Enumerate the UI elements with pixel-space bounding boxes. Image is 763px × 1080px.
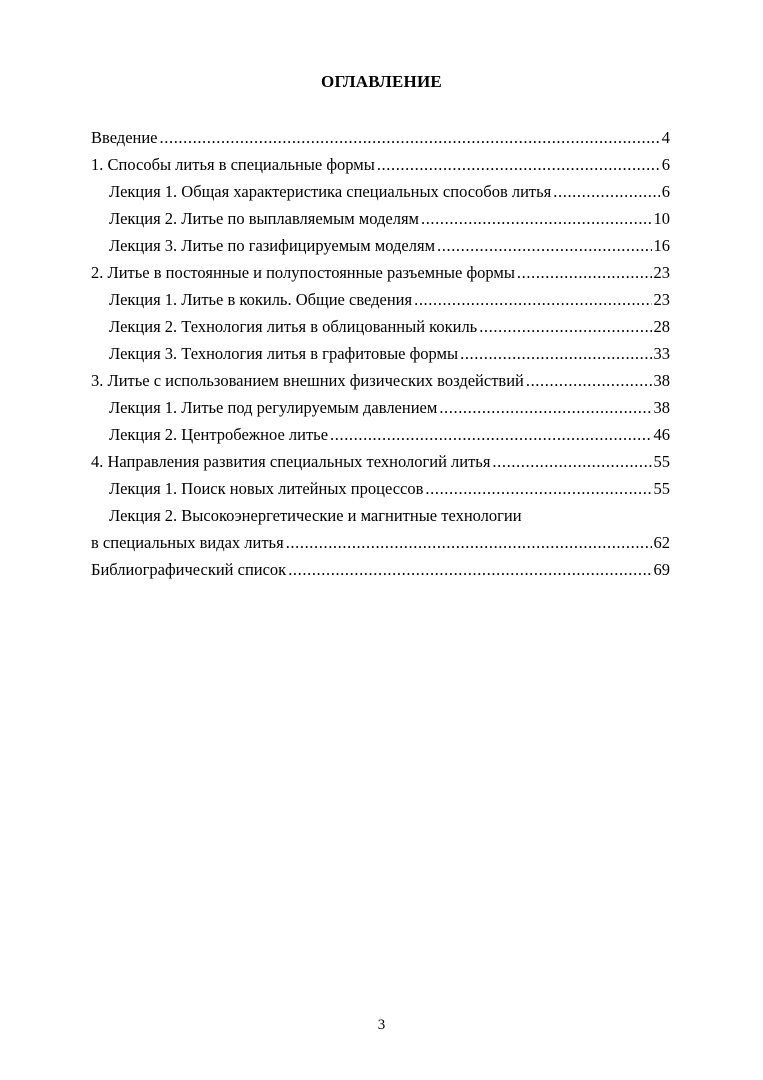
toc-entry-label: Библиографический список [91,560,287,579]
toc-entry-ch1-lecture-3[interactable] [91,234,670,261]
dot-leader [526,369,652,393]
toc-entry-label: Лекция 2. Высокоэнергетические и магнитные технологии [109,506,522,525]
toc-entry-label: 1. Способы литья в специальные формы [91,155,375,174]
toc-entry-chapter-3[interactable] [91,369,670,396]
toc-entry-page: 23 [653,290,670,309]
toc-entry-ch1-lecture-2[interactable] [91,207,670,234]
toc-entry-page: 38 [653,398,670,417]
dot-leader [439,396,651,420]
toc-entry-page: 6 [661,155,670,174]
toc-entry-page: 10 [653,209,670,228]
toc-entry-label: 4. Направления развития специальных технологий литья [91,452,491,471]
dot-leader [517,261,652,285]
toc-entry-ch4-lecture-1[interactable] [91,477,670,504]
toc-entry-label: Лекция 3. Технология литья в графитовые формы [109,344,459,363]
dot-leader [414,288,651,312]
toc-entry-label: Лекция 3. Литье по газифицируемым моделям [109,236,436,255]
toc-entry-label: Лекция 1. Поиск новых литейных процессов [109,479,424,498]
toc-entry-page: 23 [653,263,670,282]
toc-entry-label: Лекция 2. Центробежное литье [109,425,329,444]
toc-entry-ch2-lecture-3[interactable] [91,342,670,369]
toc-entry-chapter-1[interactable] [91,153,670,180]
toc-entry-label-continued: в специальных видах литья [91,533,284,552]
toc-entry-ch2-lecture-2[interactable] [91,315,670,342]
dot-leader [288,558,651,582]
toc-entry-ch3-lecture-1[interactable] [91,396,670,423]
dot-leader [421,207,652,231]
toc-entry-page: 33 [653,344,670,363]
toc-entry-page: 46 [653,425,670,444]
toc-entry-label: Введение [91,128,158,147]
toc-entry-label: Лекция 1. Литье в кокиль. Общие сведения [109,290,413,309]
toc-entry-chapter-4[interactable] [91,450,670,477]
toc-entry-page: 28 [653,317,670,336]
toc-entry-page: 55 [653,479,670,498]
dot-leader [377,153,660,177]
toc-entry-page: 62 [653,533,670,552]
toc-entry-ch4-lecture-2-line2[interactable] [91,531,670,558]
toc-entry-introduction[interactable] [91,126,670,153]
dot-leader [160,126,660,150]
toc-entry-page: 38 [653,371,670,390]
toc-entry-label: Лекция 2. Литье по выплавляемым моделям [109,209,419,228]
toc-entry-label: Лекция 1. Литье под регулируемым давлением [109,398,438,417]
toc-entry-bibliography[interactable] [91,558,670,585]
table-of-contents [91,126,670,585]
toc-entry-page: 4 [661,128,670,147]
dot-leader [479,315,651,339]
page-number: 3 [377,1017,386,1033]
toc-entry-ch4-lecture-2-line1[interactable] [91,504,670,531]
toc-entry-ch2-lecture-1[interactable] [91,288,670,315]
toc-entry-label: Лекция 1. Общая характеристика специальных способов литья [109,182,552,201]
page-title: ОГЛАВЛЕНИЕ [321,72,442,91]
dot-leader [553,180,659,204]
toc-entry-ch3-lecture-2[interactable] [91,423,670,450]
dot-leader [460,342,651,366]
toc-entry-label: 3. Литье с использованием внешних физических воздействий [91,371,524,390]
toc-entry-page: 55 [653,452,670,471]
toc-entry-chapter-2[interactable] [91,261,670,288]
toc-entry-label: 2. Литье в постоянные и полупостоянные разъемные формы [91,263,515,282]
dot-leader [330,423,651,447]
toc-entry-label: Лекция 2. Технология литья в облицованный кокиль [109,317,478,336]
toc-entry-ch1-lecture-1[interactable] [91,180,670,207]
toc-entry-page: 16 [653,236,670,255]
dot-leader [286,531,652,555]
dot-leader [437,234,651,258]
dot-leader [425,477,651,501]
toc-entry-page: 6 [661,182,670,201]
dot-leader [492,450,651,474]
toc-entry-page: 69 [653,560,670,579]
